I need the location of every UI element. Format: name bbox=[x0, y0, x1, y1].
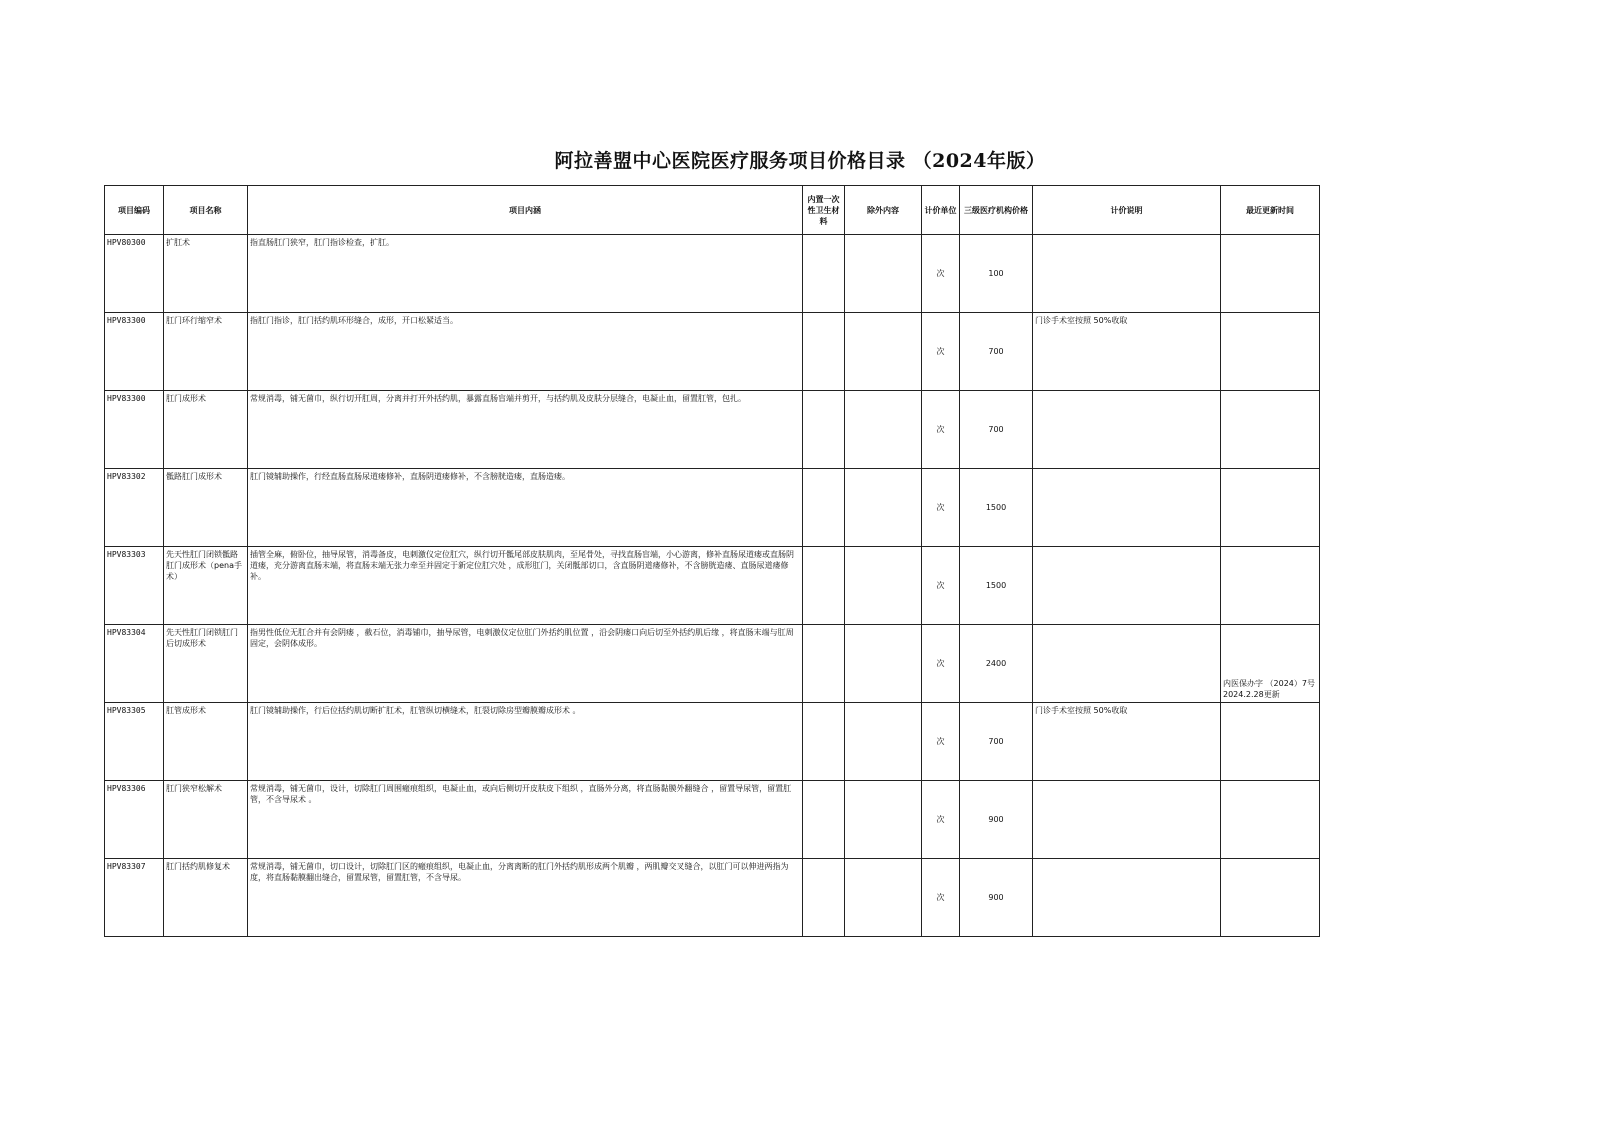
cell-price: 1500 bbox=[960, 469, 1033, 547]
price-table bbox=[104, 185, 1320, 937]
cell-material bbox=[803, 859, 845, 937]
cell-code: HPV80300 bbox=[105, 235, 164, 313]
cell-code: HPV83307 bbox=[105, 859, 164, 937]
cell-unit: 次 bbox=[922, 547, 960, 625]
table-row bbox=[105, 859, 1320, 937]
cell-unit: 次 bbox=[922, 859, 960, 937]
cell-updated bbox=[1221, 235, 1320, 313]
cell-name: 肛门环行缩窄术 bbox=[164, 313, 248, 391]
table-row bbox=[105, 781, 1320, 859]
cell-excluded bbox=[845, 313, 922, 391]
col-header-material: 内置一次性卫生材料 bbox=[803, 186, 845, 235]
cell-unit: 次 bbox=[922, 313, 960, 391]
cell-updated bbox=[1221, 391, 1320, 469]
cell-name: 先天性肛门闭锁骶路肛门成形术（pena手术） bbox=[164, 547, 248, 625]
col-header-code: 项目编码 bbox=[105, 186, 164, 235]
cell-name: 先天性肛门闭锁肛门后切成形术 bbox=[164, 625, 248, 703]
table-row bbox=[105, 469, 1320, 547]
table-row bbox=[105, 625, 1320, 703]
cell-code: HPV83303 bbox=[105, 547, 164, 625]
table-row bbox=[105, 391, 1320, 469]
cell-price: 100 bbox=[960, 235, 1033, 313]
cell-content: 常规消毒，铺无菌巾，设计，切除肛门周围瘢痕组织，电凝止血，或向后侧切开皮肤皮下组织 ，直肠外分离，将直肠黏膜外翻缝合 ，留置导尿管，留置肛管，不含导尿术 。 bbox=[248, 781, 803, 859]
cell-updated bbox=[1221, 469, 1320, 547]
cell-name: 肛门成形术 bbox=[164, 391, 248, 469]
cell-updated bbox=[1221, 703, 1320, 781]
cell-unit: 次 bbox=[922, 781, 960, 859]
cell-content: 常规消毒，铺无菌巾，纵行切开肛周，分离并打开外括约肌，暴露直肠盲端并剪开，与括约肌及皮肤分层缝合，电凝止血，留置肛管，包扎。 bbox=[248, 391, 803, 469]
col-header-name: 项目名称 bbox=[164, 186, 248, 235]
cell-name: 肛门狭窄松解术 bbox=[164, 781, 248, 859]
cell-excluded bbox=[845, 781, 922, 859]
header-row bbox=[105, 186, 1320, 235]
cell-code: HPV83300 bbox=[105, 313, 164, 391]
cell-material bbox=[803, 235, 845, 313]
cell-material bbox=[803, 547, 845, 625]
cell-note bbox=[1033, 391, 1221, 469]
cell-excluded bbox=[845, 469, 922, 547]
cell-content: 肛门镜辅助操作，行经直肠直肠尿道瘘修补，直肠阴道瘘修补，不含膀胱造瘘，直肠造瘘。 bbox=[248, 469, 803, 547]
cell-name: 肛管成形术 bbox=[164, 703, 248, 781]
cell-note: 门诊手术室按照 50%收取 bbox=[1033, 313, 1221, 391]
cell-excluded bbox=[845, 859, 922, 937]
cell-excluded bbox=[845, 235, 922, 313]
cell-unit: 次 bbox=[922, 469, 960, 547]
cell-unit: 次 bbox=[922, 625, 960, 703]
cell-price: 2400 bbox=[960, 625, 1033, 703]
cell-updated bbox=[1221, 313, 1320, 391]
cell-price: 700 bbox=[960, 313, 1033, 391]
cell-code: HPV83306 bbox=[105, 781, 164, 859]
cell-name: 扩肛术 bbox=[164, 235, 248, 313]
cell-material bbox=[803, 469, 845, 547]
cell-name: 肛门括约肌修复术 bbox=[164, 859, 248, 937]
col-header-price: 三级医疗机构价格 bbox=[960, 186, 1033, 235]
cell-content: 指肛门指诊，肛门括约肌环形缝合，成形，开口松紧适当。 bbox=[248, 313, 803, 391]
col-header-unit: 计价单位 bbox=[922, 186, 960, 235]
cell-note bbox=[1033, 547, 1221, 625]
cell-code: HPV83302 bbox=[105, 469, 164, 547]
table-row bbox=[105, 235, 1320, 313]
cell-unit: 次 bbox=[922, 235, 960, 313]
cell-price: 700 bbox=[960, 391, 1033, 469]
cell-name: 骶路肛门成形术 bbox=[164, 469, 248, 547]
cell-content: 常规消毒，铺无菌巾，切口设计，切除肛门区的瘢痕组织，电凝止血，分离离断的肛门外括约肌形成两个肌瓣 ，两肌瓣交叉缝合，以肛门可以伸进两指为度，将直肠黏膜翻出缝合，留置尿管，留置肛管，不含导尿。 bbox=[248, 859, 803, 937]
col-header-content: 项目内涵 bbox=[248, 186, 803, 235]
cell-material bbox=[803, 781, 845, 859]
cell-excluded bbox=[845, 625, 922, 703]
cell-note bbox=[1033, 469, 1221, 547]
cell-code: HPV83305 bbox=[105, 703, 164, 781]
table-row bbox=[105, 547, 1320, 625]
cell-excluded bbox=[845, 703, 922, 781]
cell-unit: 次 bbox=[922, 391, 960, 469]
cell-excluded bbox=[845, 547, 922, 625]
cell-updated bbox=[1221, 781, 1320, 859]
cell-unit: 次 bbox=[922, 703, 960, 781]
cell-price: 900 bbox=[960, 781, 1033, 859]
cell-updated: 内医保办字 （2024）7号 2024.2.28更新 bbox=[1221, 625, 1320, 703]
cell-price: 1500 bbox=[960, 547, 1033, 625]
cell-content: 插管全麻，俯卧位，抽导尿管，消毒备皮，电刺激仪定位肛穴，纵行切开骶尾部皮肤肌肉，至尾骨处，寻找直肠盲端，小心游离，修补直肠尿道瘘或直肠阴道瘘，充分游离直肠末端，将直肠末端无张力牵至并固定于新定位肛穴处 ，成形肛门，关闭骶部切口，含直肠阴道瘘修补，不含膀胱造瘘、直肠尿道瘘修补。 bbox=[248, 547, 803, 625]
cell-content: 指男性低位无肛合并有会阴瘘 ，截石位，消毒铺巾，抽导尿管，电刺激仪定位肛门外括约肌位置 ，沿会阴瘘口向后切至外括约肌后缘 ，将直肠末端与肛周固定，会阴体成形。 bbox=[248, 625, 803, 703]
cell-note bbox=[1033, 781, 1221, 859]
col-header-updated: 最近更新时间 bbox=[1221, 186, 1320, 235]
cell-material bbox=[803, 391, 845, 469]
cell-updated bbox=[1221, 547, 1320, 625]
table-row bbox=[105, 313, 1320, 391]
cell-content: 指直肠肛门狭窄，肛门指诊检查，扩肛。 bbox=[248, 235, 803, 313]
cell-price: 900 bbox=[960, 859, 1033, 937]
col-header-excluded: 除外内容 bbox=[845, 186, 922, 235]
cell-excluded bbox=[845, 391, 922, 469]
cell-content: 肛门镜辅助操作，行后位括约肌切断扩肛术，肛管纵切横缝术，肛裂切除房型瓣膜瓣成形术 。 bbox=[248, 703, 803, 781]
cell-material bbox=[803, 313, 845, 391]
cell-note bbox=[1033, 859, 1221, 937]
cell-note: 门诊手术室按照 50%收取 bbox=[1033, 703, 1221, 781]
page-title: 阿拉善盟中心医院医疗服务项目价格目录 （2024年版） bbox=[554, 150, 1046, 172]
table-row bbox=[105, 703, 1320, 781]
cell-note bbox=[1033, 625, 1221, 703]
col-header-note: 计价说明 bbox=[1033, 186, 1221, 235]
cell-material bbox=[803, 625, 845, 703]
cell-code: HPV83300 bbox=[105, 391, 164, 469]
cell-price: 700 bbox=[960, 703, 1033, 781]
cell-code: HPV83304 bbox=[105, 625, 164, 703]
cell-updated bbox=[1221, 859, 1320, 937]
cell-material bbox=[803, 703, 845, 781]
cell-note bbox=[1033, 235, 1221, 313]
